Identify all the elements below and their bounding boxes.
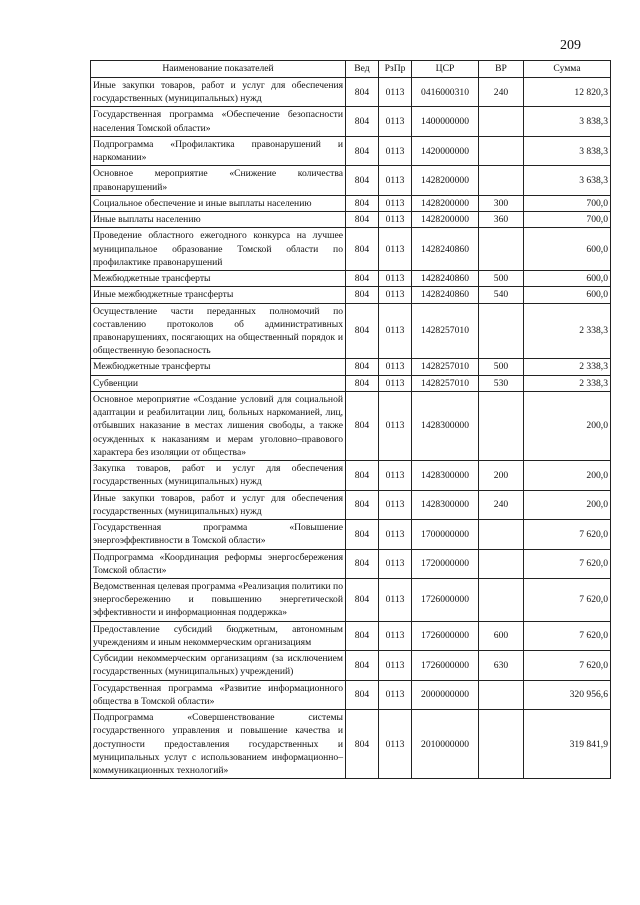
row-ved: 804 xyxy=(346,212,379,228)
row-name: Иные закупки товаров, работ и услуг для обеспечения государственных (муниципальных) нужд xyxy=(91,490,346,519)
row-ved: 804 xyxy=(346,271,379,287)
row-vr: 300 xyxy=(479,195,524,211)
table-row xyxy=(91,710,611,779)
header-vr: ВР xyxy=(479,61,524,78)
row-ved: 804 xyxy=(346,303,379,359)
header-sum: Сумма xyxy=(524,61,611,78)
row-sum: 600,0 xyxy=(524,287,611,303)
row-rzpr: 0113 xyxy=(379,107,412,136)
row-csr: 1726000000 xyxy=(412,578,479,621)
header-csr: ЦСР xyxy=(412,61,479,78)
row-csr: 1428240860 xyxy=(412,271,479,287)
table-row xyxy=(91,271,611,287)
row-vr: 360 xyxy=(479,212,524,228)
row-ved: 804 xyxy=(346,136,379,165)
row-sum: 200,0 xyxy=(524,490,611,519)
row-name: Закупка товаров, работ и услуг для обеспечения государственных (муниципальных) нужд xyxy=(91,461,346,490)
row-csr: 1428257010 xyxy=(412,303,479,359)
row-csr: 1428300000 xyxy=(412,391,479,460)
header-name: Наименование показателей xyxy=(91,61,346,78)
row-rzpr: 0113 xyxy=(379,461,412,490)
table-row xyxy=(91,359,611,375)
row-vr: 500 xyxy=(479,271,524,287)
row-csr: 1428300000 xyxy=(412,490,479,519)
row-name: Ведомственная целевая программа «Реализация политики по энергосбережению и повышению энергетической эффективности и информационная поддержка» xyxy=(91,578,346,621)
table-row xyxy=(91,578,611,621)
row-csr: 2000000000 xyxy=(412,680,479,709)
row-name: Осуществление части переданных полномочий по составлению протоколов об административных правонарушениях, посягающих на общественный порядок и общественную безопасность xyxy=(91,303,346,359)
row-sum: 2 338,3 xyxy=(524,359,611,375)
row-sum: 319 841,9 xyxy=(524,710,611,779)
row-ved: 804 xyxy=(346,651,379,680)
row-name: Государственная программа «Развитие информационного общества в Томской области» xyxy=(91,680,346,709)
row-vr xyxy=(479,391,524,460)
row-sum: 2 338,3 xyxy=(524,375,611,391)
row-sum: 7 620,0 xyxy=(524,651,611,680)
table-row xyxy=(91,621,611,650)
row-csr: 1428200000 xyxy=(412,166,479,195)
row-rzpr: 0113 xyxy=(379,166,412,195)
row-rzpr: 0113 xyxy=(379,710,412,779)
row-rzpr: 0113 xyxy=(379,271,412,287)
row-csr: 1400000000 xyxy=(412,107,479,136)
row-vr: 240 xyxy=(479,490,524,519)
row-ved: 804 xyxy=(346,107,379,136)
row-vr xyxy=(479,166,524,195)
row-name: Межбюджетные трансферты xyxy=(91,271,346,287)
table-row xyxy=(91,490,611,519)
row-rzpr: 0113 xyxy=(379,287,412,303)
row-ved: 804 xyxy=(346,710,379,779)
row-name: Подпрограмма «Совершенствование системы государственного управления и повышение качества и доступности предоставления государственных и муниципальных услут с использованием информационно–коммуникационных технологий» xyxy=(91,710,346,779)
row-sum: 2 338,3 xyxy=(524,303,611,359)
row-csr: 1726000000 xyxy=(412,621,479,650)
row-rzpr: 0113 xyxy=(379,228,412,271)
row-csr: 1420000000 xyxy=(412,136,479,165)
row-rzpr: 0113 xyxy=(379,680,412,709)
row-sum: 3 838,3 xyxy=(524,107,611,136)
row-rzpr: 0113 xyxy=(379,490,412,519)
row-rzpr: 0113 xyxy=(379,621,412,650)
row-ved: 804 xyxy=(346,680,379,709)
header-rzpr: РзПр xyxy=(379,61,412,78)
row-ved: 804 xyxy=(346,78,379,107)
row-vr xyxy=(479,680,524,709)
row-name: Государственная программа «Обеспечение безопасности населения Томской области» xyxy=(91,107,346,136)
row-sum: 7 620,0 xyxy=(524,578,611,621)
row-name: Основное мероприятие «Создание условий для социальной адаптации и реабилитации лиц, больных наркоманией, лиц, отбывших наказание в местах лишения свободы, а также осужденных к наказаниям и мерам уголовно–правового характера без изоляции от общества» xyxy=(91,391,346,460)
row-vr xyxy=(479,578,524,621)
row-csr: 2010000000 xyxy=(412,710,479,779)
row-name: Межбюджетные трансферты xyxy=(91,359,346,375)
row-vr: 200 xyxy=(479,461,524,490)
table-row xyxy=(91,651,611,680)
row-rzpr: 0113 xyxy=(379,359,412,375)
row-sum: 12 820,3 xyxy=(524,78,611,107)
row-sum: 7 620,0 xyxy=(524,621,611,650)
row-name: Социальное обеспечение и иные выплаты населению xyxy=(91,195,346,211)
row-ved: 804 xyxy=(346,621,379,650)
row-rzpr: 0113 xyxy=(379,195,412,211)
row-name: Субсидии некоммерческим организациям (за исключением государственных (муниципальных) учреждений) xyxy=(91,651,346,680)
row-csr: 1700000000 xyxy=(412,520,479,549)
row-vr: 540 xyxy=(479,287,524,303)
row-csr: 1428257010 xyxy=(412,375,479,391)
row-rzpr: 0113 xyxy=(379,520,412,549)
row-csr: 1726000000 xyxy=(412,651,479,680)
row-rzpr: 0113 xyxy=(379,136,412,165)
table-row xyxy=(91,287,611,303)
row-csr: 1428240860 xyxy=(412,228,479,271)
table-row xyxy=(91,391,611,460)
row-name: Основное мероприятие «Снижение количества правонарушений» xyxy=(91,166,346,195)
row-sum: 200,0 xyxy=(524,461,611,490)
row-sum: 700,0 xyxy=(524,195,611,211)
row-ved: 804 xyxy=(346,391,379,460)
row-ved: 804 xyxy=(346,549,379,578)
row-sum: 600,0 xyxy=(524,228,611,271)
row-csr: 1428257010 xyxy=(412,359,479,375)
row-vr: 630 xyxy=(479,651,524,680)
row-vr xyxy=(479,228,524,271)
row-vr xyxy=(479,136,524,165)
row-rzpr: 0113 xyxy=(379,391,412,460)
row-csr: 0416000310 xyxy=(412,78,479,107)
table-row xyxy=(91,461,611,490)
table-row xyxy=(91,549,611,578)
row-rzpr: 0113 xyxy=(379,375,412,391)
table-row xyxy=(91,166,611,195)
row-name: Субвенции xyxy=(91,375,346,391)
row-ved: 804 xyxy=(346,228,379,271)
row-rzpr: 0113 xyxy=(379,212,412,228)
row-ved: 804 xyxy=(346,195,379,211)
row-ved: 804 xyxy=(346,375,379,391)
row-sum: 3 638,3 xyxy=(524,166,611,195)
table-row xyxy=(91,212,611,228)
row-ved: 804 xyxy=(346,490,379,519)
row-name: Иные межбюджетные трансферты xyxy=(91,287,346,303)
row-sum: 3 838,3 xyxy=(524,136,611,165)
table-row xyxy=(91,228,611,271)
row-csr: 1720000000 xyxy=(412,549,479,578)
row-name: Иные закупки товаров, работ и услуг для обеспечения государственных (муниципальных) нужд xyxy=(91,78,346,107)
row-csr: 1428200000 xyxy=(412,212,479,228)
row-rzpr: 0113 xyxy=(379,578,412,621)
row-rzpr: 0113 xyxy=(379,78,412,107)
row-csr: 1428300000 xyxy=(412,461,479,490)
row-vr xyxy=(479,710,524,779)
row-sum: 320 956,6 xyxy=(524,680,611,709)
row-name: Подпрограмма «Профилактика правонарушений и наркомании» xyxy=(91,136,346,165)
row-ved: 804 xyxy=(346,578,379,621)
row-ved: 804 xyxy=(346,359,379,375)
row-rzpr: 0113 xyxy=(379,549,412,578)
table-row xyxy=(91,520,611,549)
table-row xyxy=(91,107,611,136)
row-rzpr: 0113 xyxy=(379,303,412,359)
row-vr xyxy=(479,303,524,359)
row-sum: 7 620,0 xyxy=(524,549,611,578)
table-row xyxy=(91,375,611,391)
table-row xyxy=(91,680,611,709)
row-name: Предоставление субсидий бюджетным, автономным учреждениям и иным некоммерческим организациям xyxy=(91,621,346,650)
row-vr xyxy=(479,107,524,136)
row-sum: 600,0 xyxy=(524,271,611,287)
row-ved: 804 xyxy=(346,166,379,195)
budget-table xyxy=(90,60,611,779)
row-name: Проведение областного ежегодного конкурса на лучшее муниципальное образование Томской области по профилактике правонарушений xyxy=(91,228,346,271)
row-ved: 804 xyxy=(346,520,379,549)
table-row xyxy=(91,78,611,107)
table-header xyxy=(91,61,611,78)
row-vr xyxy=(479,549,524,578)
row-vr: 600 xyxy=(479,621,524,650)
row-name: Иные выплаты населению xyxy=(91,212,346,228)
row-vr: 500 xyxy=(479,359,524,375)
row-ved: 804 xyxy=(346,461,379,490)
row-sum: 7 620,0 xyxy=(524,520,611,549)
row-rzpr: 0113 xyxy=(379,651,412,680)
row-sum: 700,0 xyxy=(524,212,611,228)
table-row xyxy=(91,136,611,165)
table-body xyxy=(91,78,611,779)
row-vr xyxy=(479,520,524,549)
row-name: Государственная программа «Повышение энергоэффективности в Томской области» xyxy=(91,520,346,549)
row-vr: 240 xyxy=(479,78,524,107)
table-row xyxy=(91,195,611,211)
row-sum: 200,0 xyxy=(524,391,611,460)
row-vr: 530 xyxy=(479,375,524,391)
row-name: Подпрограмма «Координация реформы энергосбережения Томской области» xyxy=(91,549,346,578)
row-ved: 804 xyxy=(346,287,379,303)
page-number: 209 xyxy=(560,38,581,53)
row-csr: 1428240860 xyxy=(412,287,479,303)
table-row xyxy=(91,303,611,359)
row-csr: 1428200000 xyxy=(412,195,479,211)
header-ved: Вед xyxy=(346,61,379,78)
header-row xyxy=(91,61,611,78)
